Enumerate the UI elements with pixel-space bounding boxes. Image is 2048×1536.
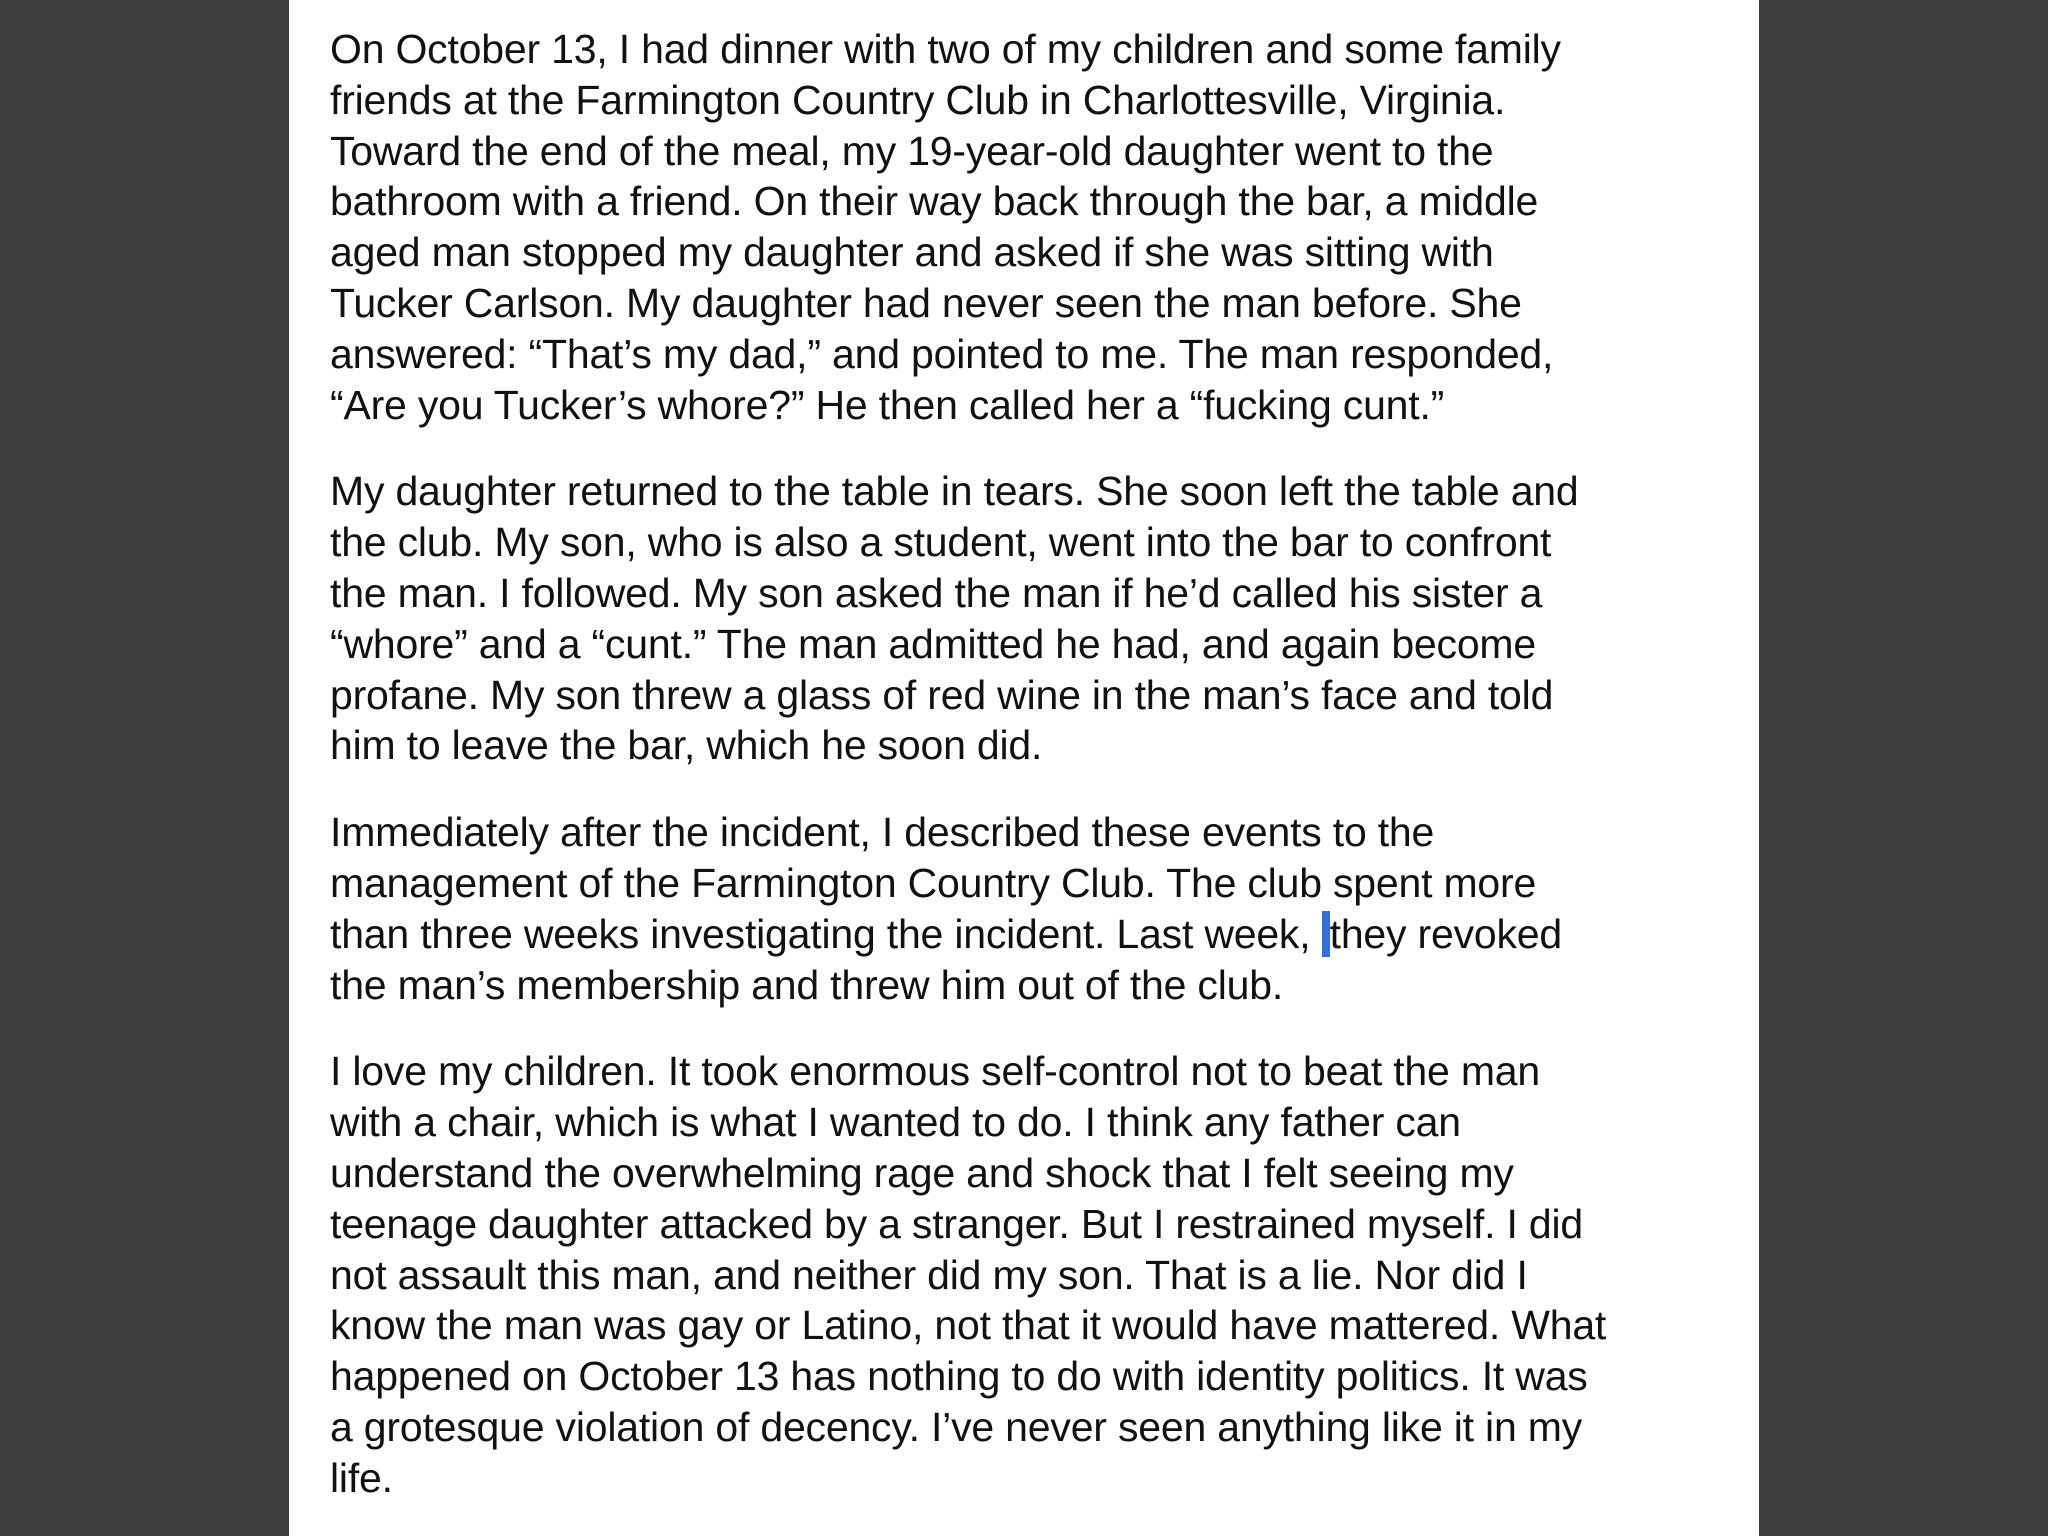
text-line: the man. I followed. My son asked the man if he’d called his sister a: [330, 569, 1543, 616]
text-line: management of the Farmington Country Club. The club spent more: [330, 859, 1537, 906]
text-line: bathroom with a friend. On their way back through the bar, a middle: [330, 178, 1539, 225]
text-before-caret: than three weeks investigating the incident. Last week,: [330, 910, 1322, 957]
text-line: the man’s membership and threw him out of the club.: [330, 961, 1284, 1008]
text-line: friends at the Farmington Country Club in Charlottesville, Virginia.: [330, 76, 1506, 123]
text-line: Toward the end of the meal, my 19-year-old daughter went to the: [330, 127, 1494, 174]
text-line-with-caret: [330, 909, 1759, 960]
text-line: I love my children. It took enormous self-control not to beat the man: [330, 1048, 1540, 1095]
text-line: My daughter returned to the table in tears. She soon left the table and: [330, 468, 1579, 515]
text-line: “Are you Tucker’s whore?” He then called her a “fucking cunt.”: [330, 381, 1445, 428]
text-line: the club. My son, who is also a student, went into the bar to confront: [330, 519, 1552, 566]
paragraph-1[interactable]: [330, 24, 1759, 430]
text-line: him to leave the bar, which he soon did.: [330, 722, 1043, 769]
text-line: not assault this man, and neither did my son. That is a lie. Nor did I: [330, 1251, 1528, 1298]
text-line: “whore” and a “cunt.” The man admitted he had, and again become: [330, 620, 1536, 667]
text-line: life.: [330, 1454, 393, 1501]
paragraph-2[interactable]: [330, 466, 1759, 771]
text-line: profane. My son threw a glass of red wine in the man’s face and told: [330, 671, 1554, 718]
text-line: teenage daughter attacked by a stranger. But I restrained myself. I did: [330, 1200, 1583, 1247]
text-after-caret: they revoked: [1329, 910, 1562, 957]
text-line: answered: “That’s my dad,” and pointed to me. The man responded,: [330, 330, 1554, 377]
document-page: [289, 0, 1759, 1536]
text-line: happened on October 13 has nothing to do with identity politics. It was: [330, 1353, 1588, 1400]
text-line: know the man was gay or Latino, not that it would have mattered. What: [330, 1302, 1607, 1349]
text-line: a grotesque violation of decency. I’ve never seen anything like it in my: [330, 1403, 1582, 1450]
paragraph-3[interactable]: [330, 807, 1759, 1010]
text-cursor-caret: [1322, 911, 1330, 957]
text-line: aged man stopped my daughter and asked if she was sitting with: [330, 229, 1494, 276]
text-line: understand the overwhelming rage and shock that I felt seeing my: [330, 1149, 1514, 1196]
text-line: with a chair, which is what I wanted to do. I think any father can: [330, 1099, 1461, 1146]
text-line: On October 13, I had dinner with two of my children and some family: [330, 26, 1561, 72]
text-line: Tucker Carlson. My daughter had never seen the man before. She: [330, 279, 1522, 326]
paragraph-4[interactable]: [330, 1046, 1759, 1503]
text-line: Immediately after the incident, I described these events to the: [330, 809, 1435, 856]
